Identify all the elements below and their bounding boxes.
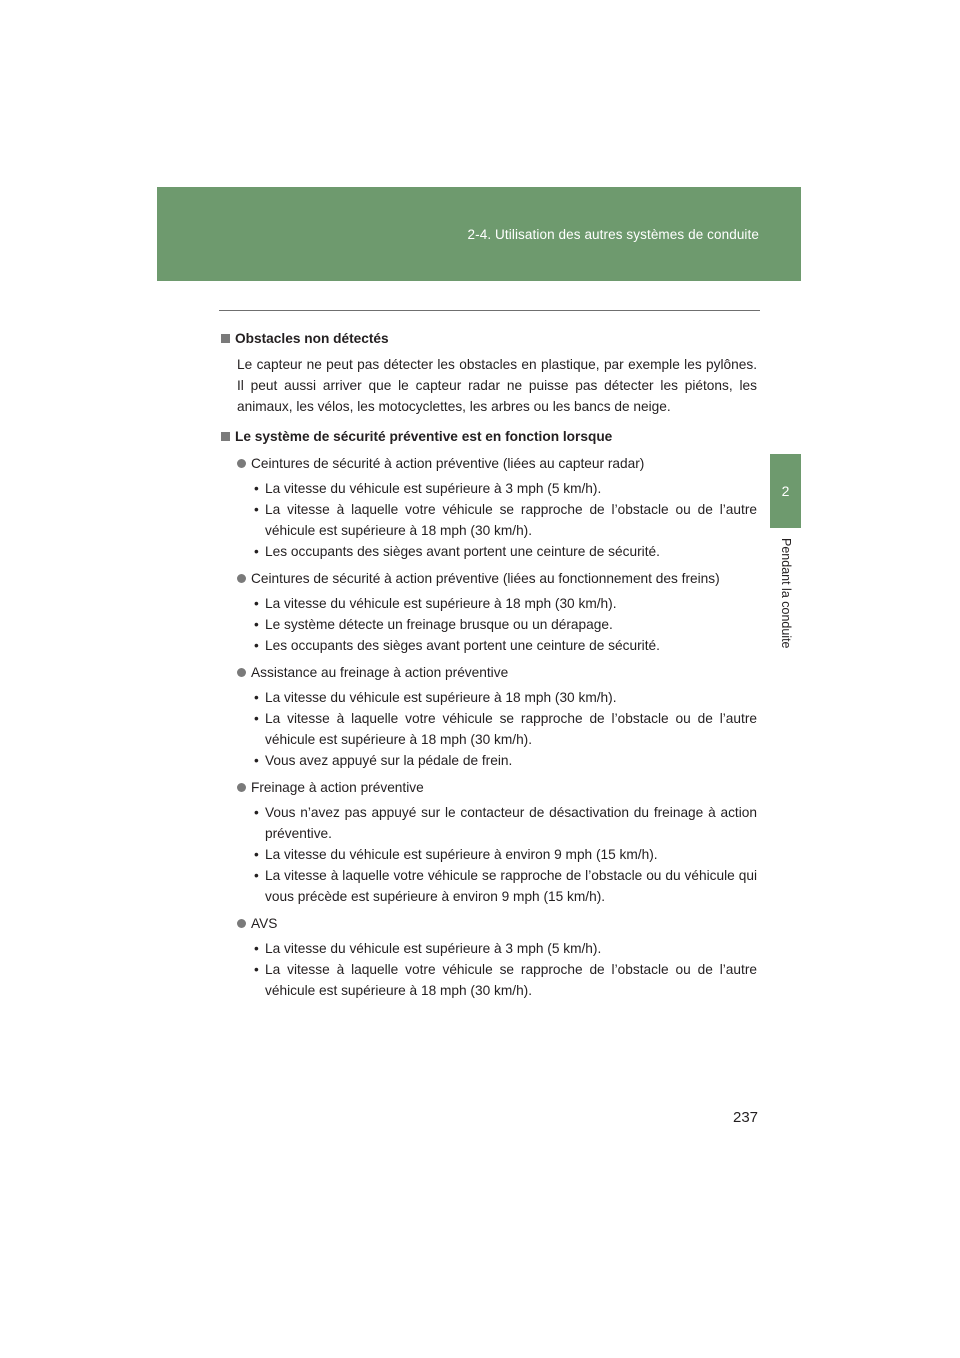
condition-group-label (237, 777, 757, 798)
circle-bullet-icon (237, 668, 246, 677)
condition-list (221, 802, 757, 907)
square-bullet-icon (221, 432, 230, 441)
condition-group-label-text: Ceintures de sécurité à action préventive (liées au fonctionnement des freins) (251, 571, 720, 586)
section-header-title: 2-4. Utilisation des autres systèmes de conduite (467, 227, 759, 242)
chapter-number: 2 (781, 483, 790, 499)
header-rule (219, 310, 760, 311)
list-item: • La vitesse du véhicule est supérieure à 3 mph (5 km/h). (221, 938, 757, 959)
condition-group-label-text: Assistance au freinage à action préventive (251, 665, 509, 680)
circle-bullet-icon (237, 459, 246, 468)
condition-list (221, 687, 757, 771)
list-item: • La vitesse à laquelle votre véhicule se rapproche de l’obstacle ou du véhicule qui vous précède est supérieure à environ 9 mph (15 km/h). (221, 865, 757, 907)
list-item: • Les occupants des sièges avant portent une ceinture de sécurité. (221, 635, 757, 656)
section-heading (221, 328, 757, 349)
condition-group-label-text: Ceintures de sécurité à action préventive (liées au capteur radar) (251, 456, 645, 471)
chapter-side-label (777, 538, 795, 672)
condition-list (221, 593, 757, 656)
section-heading (221, 426, 757, 447)
list-item: • La vitesse du véhicule est supérieure à 18 mph (30 km/h). (221, 687, 757, 708)
list-item: • La vitesse du véhicule est supérieure à environ 9 mph (15 km/h). (221, 844, 757, 865)
section-paragraph: Le capteur ne peut pas détecter les obstacles en plastique, par exemple les pylônes. Il peut aussi arriver que le capteur radar ne puisse pas détecter les piétons, les animaux, les vélos, les motocyclettes, les arbres ou les bancs de neige. (237, 357, 757, 414)
page-number: 237 (733, 1109, 759, 1126)
list-item: • Le système détecte un freinage brusque ou un dérapage. (221, 614, 757, 635)
circle-bullet-icon (237, 783, 246, 792)
list-item: • La vitesse à laquelle votre véhicule se rapproche de l’obstacle ou de l’autre véhicule est supérieure à 18 mph (30 km/h). (221, 959, 757, 1001)
condition-group-label (237, 913, 757, 934)
section-heading-text: Obstacles non détectés (235, 331, 389, 346)
chapter-tab (770, 454, 801, 528)
list-item: • Les occupants des sièges avant portent une ceinture de sécurité. (221, 541, 757, 562)
condition-group-label (237, 662, 757, 683)
condition-group-label (237, 568, 757, 589)
list-item: • La vitesse à laquelle votre véhicule se rapproche de l’obstacle ou de l’autre véhicule est supérieure à 18 mph (30 km/h). (221, 499, 757, 541)
page-content (221, 328, 757, 1001)
condition-group-label (237, 453, 757, 474)
list-item: • La vitesse à laquelle votre véhicule se rapproche de l’obstacle ou de l’autre véhicule est supérieure à 18 mph (30 km/h). (221, 708, 757, 750)
list-item: • La vitesse du véhicule est supérieure à 3 mph (5 km/h). (221, 478, 757, 499)
section-heading-text: Le système de sécurité préventive est en fonction lorsque (235, 429, 613, 444)
square-bullet-icon (221, 334, 230, 343)
condition-list (221, 938, 757, 1001)
condition-group-label-text: AVS (251, 916, 278, 931)
list-item: • La vitesse du véhicule est supérieure à 18 mph (30 km/h). (221, 593, 757, 614)
header-band (157, 187, 801, 281)
circle-bullet-icon (237, 574, 246, 583)
condition-group-label-text: Freinage à action préventive (251, 780, 424, 795)
circle-bullet-icon (237, 919, 246, 928)
list-item: • Vous avez appuyé sur la pédale de frein. (221, 750, 757, 771)
list-item: • Vous n’avez pas appuyé sur le contacteur de désactivation du freinage à action préventive. (221, 802, 757, 844)
condition-list (221, 478, 757, 562)
chapter-side-label-text: Pendant la conduite (779, 538, 793, 649)
